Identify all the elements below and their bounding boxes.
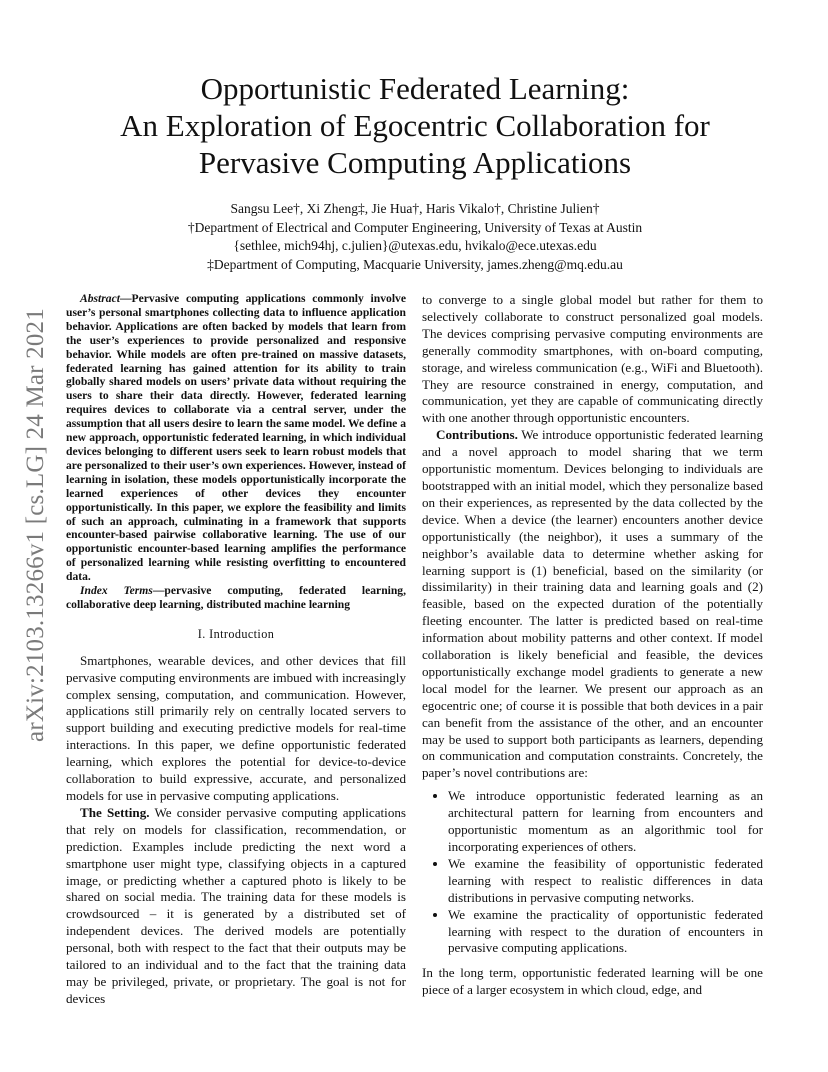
- affiliation-2: ‡Department of Computing, Macquarie University, james.zheng@mq.edu.au: [207, 256, 623, 272]
- contribution-item: • We introduce opportunistic federated learning as an architectural pattern for learning from encounters and opportunistic momentum as an algorithmic tool for incorporating experiences of others.: [448, 788, 763, 856]
- contributions-text: We introduce opportunistic federated learning and a novel approach to model sharing that we term opportunistic momentum. Devices belonging to individuals are bootstrapped with an initial model, which they personalize based on their experiences, as represented by the data collected by the device. When a device (the learner) encounters another device opportunistically (the neighbor), it uses a summary of the neighbor’s available data to determine whether asking for learning support is (1) beneficial, based on the similarity (or dissimilarity) in their training data and learning goals and (2) feasible, based on the expected duration of the potentially fleeting encounter. The latter is predicted based on real-time information about mobility patterns and other context. If model collaboration is likely beneficial and feasible, the devices opportunistically exchange model gradients to generate a new local model for the learner. We present our approach as an egocentric one; of course it is possible that both devices in a pair can benefit from the assistance of the other, and an encounter may be used to support both participants as learners, depending on communication and computation constraints. Concretely, the paper’s novel contributions are:: [422, 427, 763, 781]
- author-block: [70, 200, 760, 274]
- setting-text: We consider pervasive computing applications that rely on models for classification, recommendation, or prediction. Examples include predicting the next word a smartphone user might type, classifying objects in a captured image, or predicting whether a captured photo is likely to be shared on social media. The training data for these models is crowdsourced – it is generated by a distributed set of independent devices. The derived models are potentially personal, both with respect to the fact that their outputs may be tailored to an individual and to the fact that the training data may be privileged, private, or proprietary. The goal is not for devices: [66, 804, 407, 1006]
- emails-1: {sethlee, mich94hj, c.julien}@utexas.edu, hvikalo@ece.utexas.edu: [233, 238, 597, 253]
- arxiv-identifier: [15, 290, 57, 760]
- title-line-2: An Exploration of Egocentric Collaboration for: [120, 108, 710, 143]
- arxiv-identifier-text: arXiv:2103.13266v1 [cs.LG] 24 Mar 2021: [22, 308, 49, 742]
- contributions-label: Contributions.: [436, 427, 518, 443]
- affiliation-1: †Department of Electrical and Computer Engineering, University of Texas at Austin: [187, 219, 643, 235]
- author-names: Sangsu Lee†, Xi Zheng‡, Jie Hua†, Haris Vikalo†, Christine Julien†: [230, 201, 600, 216]
- contributions-paragraph: [422, 427, 763, 782]
- right-column: [422, 292, 763, 999]
- title-line-3: Pervasive Computing Applications: [198, 145, 632, 180]
- paper-title: [70, 70, 760, 181]
- contribution-item: • We examine the feasibility of opportunistic federated learning with respect to realistic differences in data distributions in pervasive computing networks.: [448, 856, 763, 907]
- section-heading-introduction: I. Introduction: [197, 626, 275, 641]
- setting-label: The Setting.: [80, 804, 150, 820]
- index-terms-label: Index Terms: [80, 584, 153, 598]
- abstract: [66, 292, 406, 584]
- intro-paragraph-1: Smartphones, wearable devices, and other devices that fill pervasive computing environments are imbued with increasingly complex sensing, computation, and communication. However, applications still primarily rely on centrally located servers to support building and executing predictive models for real-time interactions. In this paper, we define opportunistic federated learning, which explores the potential for device-to-device collaboration to build expressive, accurate, and personalized models for use in pervasive computing applications.: [66, 652, 406, 803]
- title-line-1: Opportunistic Federated Learning:: [200, 71, 630, 106]
- abstract-text: —Pervasive computing applications commonly involve user’s personal smartphones collecting data to influence application behavior. Applications are often backed by models that learn from the user’s experiences to provide personalized and responsive behavior. While models are often pre-trained on massive datasets, federated learning has gained attention for its ability to train globally shared models on users’ private data without requiring the users to share their data directly. However, federated learning requires devices to collaborate via a central server, under the assumption that all users desire to learn the same model. We define a new approach, opportunistic federated learning, in which individual devices belonging to different users seek to learn robust models that are personalized to their user’s own experiences. However, instead of learning in isolation, these models opportunistically incorporate the learned experiences of other devices they encounter opportunistically. In this paper, we explore the feasibility and limits of such an approach, culminating in a framework that supports encounter-based pairwise collaborative learning. The use of our opportunistic encounter-based learning amplifies the performance of personalized learning while resisting overfitting to encountered data.: [66, 292, 406, 584]
- left-column: [66, 292, 406, 1008]
- contribution-item: • We examine the practicality of opportunistic federated learning with respect to the duration of encounters in pervasive computing applications.: [448, 907, 763, 958]
- right-paragraph-1: to converge to a single global model but rather for them to selectively collaborate to construct personalized goal models. The devices comprising pervasive computing environments are generally commodity smartphones, with on-board computing, storage, and wireless communication (e.g., WiFi and Bluetooth). They are resource constrained in energy, computation, and communication, yet they are capable of communicating directly with one another through opportunistic encounters.: [422, 292, 763, 426]
- index-terms: [66, 584, 406, 612]
- abstract-label: Abstract: [80, 292, 120, 305]
- setting-paragraph: [66, 805, 406, 1008]
- index-terms-text: —pervasive computing, federated learning, collaborative deep learning, distributed machine learning: [66, 584, 407, 611]
- contributions-list: [422, 788, 763, 957]
- closing-paragraph: In the long term, opportunistic federated learning will be one piece of a larger ecosystem in which cloud, edge, and: [422, 965, 763, 998]
